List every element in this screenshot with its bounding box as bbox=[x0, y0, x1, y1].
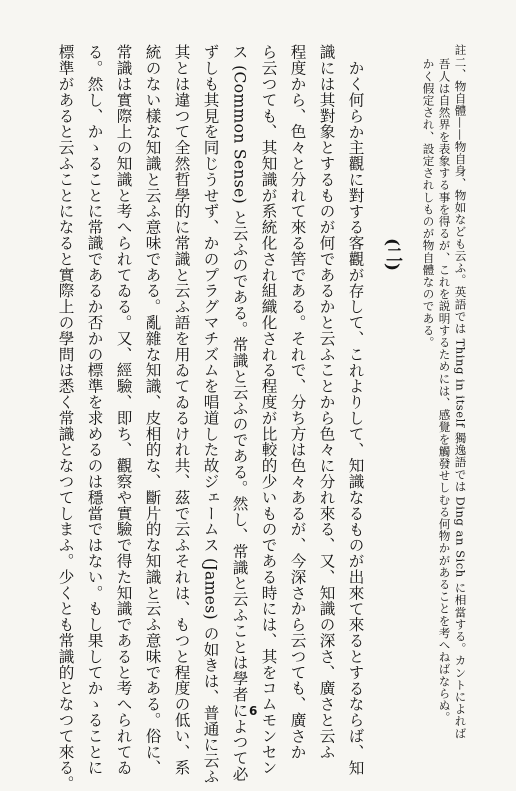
body-line-1: かく何らか主觀に對する客觀が存して、これよりして、知識なるものが出來て來るとするならば、知 bbox=[346, 60, 365, 776]
footnote-line-2: 吾人は自然界を表象する事を得るが、これを説明するためには、感覺を觸發せしむる何物かがあることを考へねばならぬ。 bbox=[437, 58, 452, 724]
body-line-4: ら云つても、其知識が系統化され組織化される程度が比較的少いものである時には、其をコムモンセン bbox=[259, 44, 278, 776]
page-number: 6 bbox=[249, 704, 258, 718]
body-line-7: 其とは違つて全然哲學的に常識と云ふ語を用ゐてゐるけれ共、茲で云ふそれは、もつと程度の低い、系 bbox=[172, 44, 191, 776]
body-line-11: 標準があると云ふことになると實際上の學問は悉く常識となつてしまふ。少くとも常識的となつて來る。 bbox=[56, 44, 75, 791]
body-line-5: ス (Common Sense) と云ふのである。常識と云ふのである。然し、常識と云ふことは學者によつて必 bbox=[230, 44, 249, 782]
footnote-line-1: 註二、物自體——物自身、物如なども云ふ。英語では Thing in itself 獨逸語では Ding an Sich に相當する。カントによれば bbox=[453, 44, 468, 740]
body-line-3: 程度から、色々と分れて來る筈である。それで、分ち方は色々あるが、今深さから云つても、廣さか bbox=[288, 44, 307, 760]
body-line-2: 識には其對象とするものが何であるかと云ふことから色々に分れ來る、又、知識の深さ、廣さと云ふ bbox=[317, 44, 336, 760]
body-line-6: ずしも其見を同じうせず、かのプラグマチズムを唱道した故ジェームス (James) の如きは、普通に云ふ bbox=[201, 44, 220, 785]
body-line-8: 統のない樣な知識と云ふ意味である。亂雜な知識、皮相的な、斷片的な知識と云ふ意味である。俗に、 bbox=[143, 44, 162, 776]
body-line-10: る。然し、かゝることに常識であるか否かの標準を求めるのは穩當ではない。もし果してかゝることに bbox=[85, 44, 104, 776]
section-heading: (二) bbox=[382, 238, 402, 272]
footnote-line-3: かく假定され、設定されしものが物自體なのである。 bbox=[421, 58, 436, 349]
body-line-9: 常識は實際上の知識と考へられてゐる。又、經驗、即ち、觀察や實驗で得た知識であると考へられてゐ bbox=[114, 44, 133, 776]
